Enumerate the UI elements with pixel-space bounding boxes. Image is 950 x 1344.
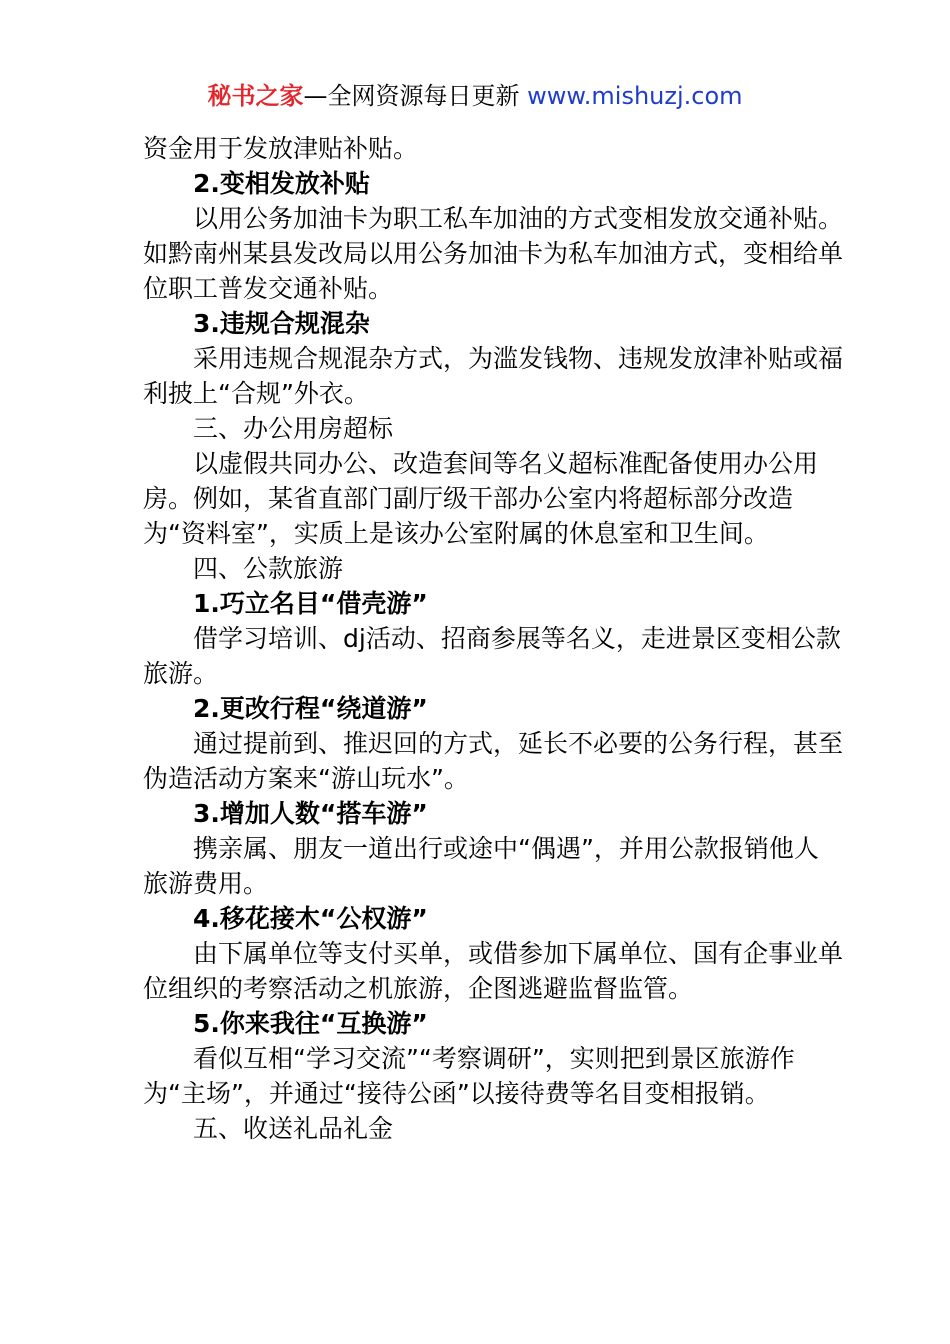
section-heading: 2.更改行程“绕道游” [193,694,428,723]
page-header [0,80,950,112]
chapter-heading: 四、公款旅游 [193,554,344,583]
section-heading: 4.移花接木“公权游” [193,904,428,933]
section-heading: 3.增加人数“搭车游” [193,799,428,828]
site-url-link[interactable]: www.mishuzj.com [527,82,743,110]
paragraph: 资金用于发放津贴补贴。 [143,134,419,163]
brand-name: 秘书之家 [207,82,304,110]
paragraph: 看似互相“学习交流”“考察调研”，实则把到景区旅游作为“主场”，并通过“接待公函”以接待费等名目变相报销。 [143,1044,795,1108]
paragraph: 借学习培训、dj活动、招商参展等名义，走进景区变相公款旅游。 [143,624,841,688]
section-heading: 5.你来我往“互换游” [193,1009,428,1038]
header-tagline: —全网资源每日更新 [303,82,528,110]
paragraph: 以虚假共同办公、改造套间等名义超标准配备使用办公用房。例如，某省直部门副厅级干部办公室内将超标部分改造为“资料室”，实质上是该办公室附属的休息室和卫生间。 [143,449,819,548]
paragraph: 采用违规合规混杂方式，为滥发钱物、违规发放津补贴或福利披上“合规”外衣。 [143,344,844,408]
paragraph: 由下属单位等支付买单，或借参加下属单位、国有企事业单位组织的考察活动之机旅游，企图逃避监督监管。 [143,939,844,1003]
section-heading: 2.变相发放补贴 [193,169,370,198]
chapter-heading: 五、收送礼品礼金 [193,1114,394,1143]
section-heading: 3.违规合规混杂 [193,309,370,338]
paragraph: 以用公务加油卡为职工私车加油的方式变相发放交通补贴。如黔南州某县发改局以用公务加油卡为私车加油方式，变相给单位职工普发交通补贴。 [143,204,844,303]
paragraph: 通过提前到、推迟回的方式，延长不必要的公务行程，甚至伪造活动方案来“游山玩水”。 [143,729,844,793]
paragraph: 携亲属、朋友一道出行或途中“偶遇”，并用公款报销他人旅游费用。 [143,834,819,898]
section-heading: 1.巧立名目“借壳游” [193,589,428,618]
document-body [143,131,843,1146]
chapter-heading: 三、办公用房超标 [193,414,394,443]
